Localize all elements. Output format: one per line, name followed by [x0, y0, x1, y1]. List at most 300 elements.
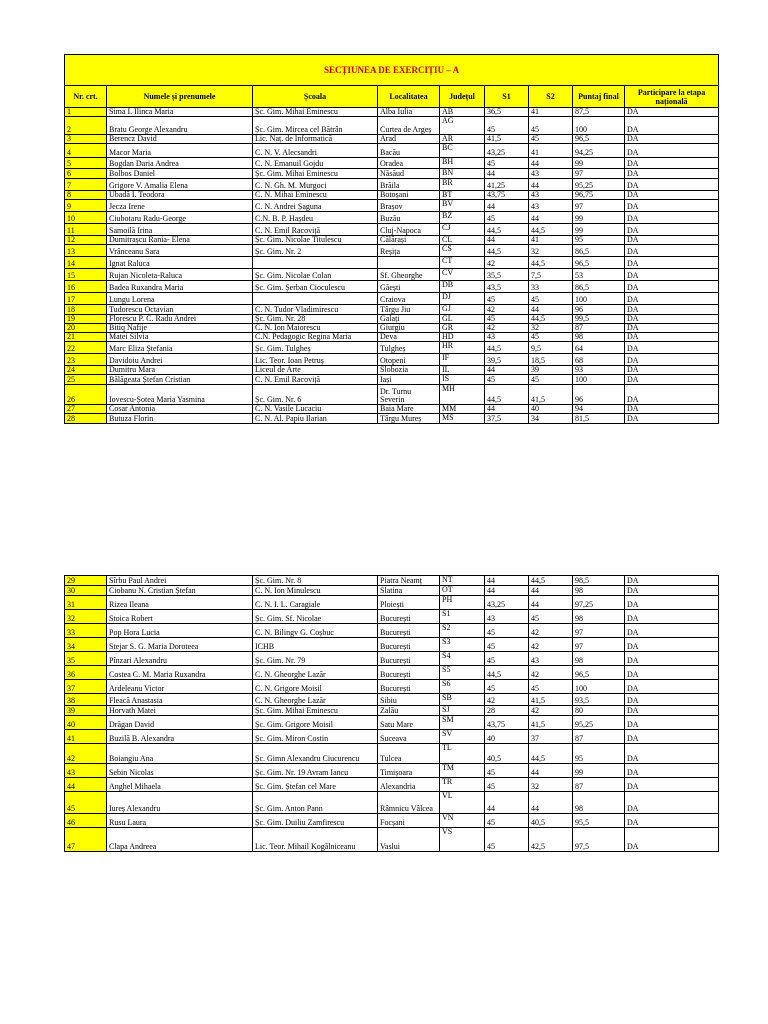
cell-participation: DA: [625, 596, 719, 610]
cell-s2: 45: [529, 135, 573, 144]
cell-county: VS: [440, 828, 485, 852]
cell-nr: 18: [65, 305, 107, 315]
cell-nr: 8: [65, 191, 107, 200]
cell-final-score: 98,5: [573, 576, 625, 586]
cell-school: Șc. Gim. Nr. 6: [253, 385, 378, 405]
cell-locality: București: [378, 624, 440, 638]
cell-participation: DA: [625, 315, 719, 324]
table-row: [65, 828, 719, 852]
cell-final-score: 95,5: [573, 814, 625, 828]
cell-school: Lic. Naț. de Informatică: [253, 135, 378, 144]
cell-locality: Sf. Gheorghe: [378, 269, 440, 281]
table-row: [65, 245, 719, 257]
cell-final-score: 99: [573, 158, 625, 169]
cell-name: Fleacă Anastasia: [107, 694, 253, 706]
cell-name: Ciobanu N. Cristian Ștefan: [107, 586, 253, 596]
cell-locality: Curtea de Argeș: [378, 117, 440, 135]
cell-county: MS: [440, 414, 485, 424]
cell-county: BV: [440, 200, 485, 212]
cell-locality: București: [378, 610, 440, 624]
table-row: [65, 269, 719, 281]
cell-final-score: 53: [573, 269, 625, 281]
cell-school: Șc. Gim. Mihai Eminescu: [253, 169, 378, 179]
cell-s2: 42: [529, 624, 573, 638]
cell-county: GJ: [440, 305, 485, 315]
cell-school: Șc. Gimn Alexandru Ciucurencu: [253, 744, 378, 764]
cell-s2: 45: [529, 117, 573, 135]
cell-participation: DA: [625, 305, 719, 315]
cell-nr: 27: [65, 405, 107, 414]
cell-participation: DA: [625, 179, 719, 191]
cell-participation: DA: [625, 224, 719, 236]
cell-s2: 43: [529, 169, 573, 179]
cell-name: Sima I. Ilinca Maria: [107, 108, 253, 117]
header-s2: S2: [529, 86, 573, 108]
cell-school: Șc. Gim. Duiliu Zamfirescu: [253, 814, 378, 828]
cell-s2: 44,5: [529, 315, 573, 324]
cell-county: SB: [440, 694, 485, 706]
cell-s2: 42: [529, 666, 573, 680]
cell-nr: 1: [65, 108, 107, 117]
cell-participation: DA: [625, 257, 719, 269]
cell-participation: DA: [625, 792, 719, 814]
cell-final-score: 100: [573, 680, 625, 694]
cell-county: TM: [440, 764, 485, 778]
cell-final-score: 95,25: [573, 716, 625, 730]
cell-s1: 44: [485, 405, 529, 414]
cell-s1: 45: [485, 212, 529, 224]
table-row: [65, 191, 719, 200]
cell-final-score: 98: [573, 652, 625, 666]
cell-final-score: 97: [573, 638, 625, 652]
cell-school: Șc. Gim. Nr. 79: [253, 652, 378, 666]
cell-s2: 44: [529, 792, 573, 814]
cell-nr: 7: [65, 179, 107, 191]
cell-nr: 34: [65, 638, 107, 652]
cell-final-score: 98: [573, 610, 625, 624]
cell-school: Șc. Gim. Nicolae Titulescu: [253, 236, 378, 245]
cell-name: Boiangiu Ana: [107, 744, 253, 764]
cell-participation: DA: [625, 610, 719, 624]
cell-s1: 44,5: [485, 666, 529, 680]
cell-nr: 38: [65, 694, 107, 706]
table-title: SECȚIUNEA DE EXERCIȚIU – A: [65, 55, 719, 86]
cell-participation: DA: [625, 245, 719, 257]
results-table-part-2: [64, 575, 719, 852]
cell-nr: 28: [65, 414, 107, 424]
cell-name: Butuza Florin: [107, 414, 253, 424]
cell-final-score: 99: [573, 212, 625, 224]
header-name: Numele și prenumele: [107, 86, 253, 108]
cell-nr: 16: [65, 281, 107, 293]
cell-nr: 11: [65, 224, 107, 236]
cell-final-score: 87: [573, 730, 625, 744]
table-row: [65, 169, 719, 179]
cell-locality: Târgu Jiu: [378, 305, 440, 315]
cell-final-score: 95,25: [573, 179, 625, 191]
cell-nr: 3: [65, 135, 107, 144]
cell-school: Șc. Gim. Mircea cel Bătrân: [253, 117, 378, 135]
cell-s2: 34: [529, 414, 573, 424]
cell-school: C. N. Emil Racoviță: [253, 224, 378, 236]
cell-locality: Satu Mare: [378, 716, 440, 730]
cell-county: DJ: [440, 293, 485, 305]
table-row: [65, 144, 719, 158]
cell-locality: Craiova: [378, 293, 440, 305]
cell-nr: 22: [65, 342, 107, 354]
cell-county: CT: [440, 257, 485, 269]
cell-s2: 43: [529, 652, 573, 666]
cell-s2: 44: [529, 179, 573, 191]
cell-locality: Sibiu: [378, 694, 440, 706]
table-row: [65, 342, 719, 354]
cell-nr: 13: [65, 245, 107, 257]
cell-school: Șc. Gim. Sf. Nicolae: [253, 610, 378, 624]
cell-county: IS: [440, 375, 485, 385]
cell-locality: Slatina: [378, 586, 440, 596]
cell-locality: Brăila: [378, 179, 440, 191]
cell-school: C. N. Mihai Eminescu: [253, 191, 378, 200]
cell-county: PH: [440, 596, 485, 610]
cell-s1: 45: [485, 315, 529, 324]
cell-name: Horvath Matei: [107, 706, 253, 716]
cell-name: Lungu Lorena: [107, 293, 253, 305]
cell-s1: 45: [485, 638, 529, 652]
cell-nr: 42: [65, 744, 107, 764]
cell-s2: 39: [529, 366, 573, 375]
cell-name: Bogdan Daria Andrea: [107, 158, 253, 169]
cell-s1: 43,75: [485, 191, 529, 200]
cell-s1: 45: [485, 293, 529, 305]
cell-locality: Suceava: [378, 730, 440, 744]
cell-school: Șc. Gim. Grigore Moisil: [253, 716, 378, 730]
cell-county: SJ: [440, 706, 485, 716]
cell-name: Costea C. M. Maria Ruxandra: [107, 666, 253, 680]
cell-s1: 45: [485, 680, 529, 694]
cell-final-score: 94,25: [573, 144, 625, 158]
cell-school: C. N. Gheorghe Lazăr: [253, 666, 378, 680]
cell-locality: Dr. Turnu Severin: [378, 385, 440, 405]
cell-final-score: 68: [573, 354, 625, 366]
cell-name: Jecza Irene: [107, 200, 253, 212]
cell-nr: 4: [65, 144, 107, 158]
cell-s2: 42: [529, 706, 573, 716]
cell-final-score: 87: [573, 324, 625, 333]
cell-s1: 43,5: [485, 281, 529, 293]
cell-locality: Bacău: [378, 144, 440, 158]
cell-s2: 37: [529, 730, 573, 744]
cell-participation: DA: [625, 342, 719, 354]
cell-county: VL: [440, 792, 485, 814]
cell-locality: Găești: [378, 281, 440, 293]
cell-school: [253, 257, 378, 269]
cell-s1: 40,5: [485, 744, 529, 764]
cell-county: HD: [440, 333, 485, 342]
cell-final-score: 96,5: [573, 257, 625, 269]
cell-county: IF: [440, 354, 485, 366]
cell-participation: DA: [625, 158, 719, 169]
cell-participation: DA: [625, 333, 719, 342]
cell-name: Cosar Antonia: [107, 405, 253, 414]
cell-name: Macor Maria: [107, 144, 253, 158]
cell-name: Florescu P. C. Radu Andrei: [107, 315, 253, 324]
cell-s2: 44,5: [529, 744, 573, 764]
cell-final-score: 80: [573, 706, 625, 716]
table-row: [65, 792, 719, 814]
cell-s1: 28: [485, 706, 529, 716]
cell-s1: 45: [485, 778, 529, 792]
cell-participation: DA: [625, 169, 719, 179]
cell-participation: DA: [625, 212, 719, 224]
cell-s1: 45: [485, 624, 529, 638]
cell-nr: 39: [65, 706, 107, 716]
cell-county: CV: [440, 269, 485, 281]
cell-name: Tudorescu Octavian: [107, 305, 253, 315]
cell-school: C. N. Andrei Șaguna: [253, 200, 378, 212]
cell-participation: DA: [625, 354, 719, 366]
cell-locality: Galați: [378, 315, 440, 324]
cell-s2: 45: [529, 333, 573, 342]
cell-s1: 45: [485, 652, 529, 666]
cell-locality: Năsăud: [378, 169, 440, 179]
cell-county: VN: [440, 814, 485, 828]
cell-participation: DA: [625, 666, 719, 680]
cell-nr: 46: [65, 814, 107, 828]
cell-school: Șc. Gim. Tulgheș: [253, 342, 378, 354]
cell-school: C. N. Bilingv G. Coșbuc: [253, 624, 378, 638]
cell-nr: 23: [65, 354, 107, 366]
cell-participation: DA: [625, 638, 719, 652]
cell-locality: Brașov: [378, 200, 440, 212]
cell-name: Iovescu-Șotea Maria Yasmina: [107, 385, 253, 405]
cell-s2: 44,5: [529, 224, 573, 236]
cell-participation: DA: [625, 764, 719, 778]
cell-locality: Baia Mare: [378, 405, 440, 414]
cell-locality: București: [378, 680, 440, 694]
cell-county: CL: [440, 236, 485, 245]
cell-nr: 25: [65, 375, 107, 385]
cell-s2: 43: [529, 191, 573, 200]
cell-school: C. N. Gh. M. Murgoci: [253, 179, 378, 191]
cell-s2: 44: [529, 305, 573, 315]
cell-final-score: 96,5: [573, 135, 625, 144]
header-row: [65, 86, 719, 108]
cell-s1: 44,5: [485, 342, 529, 354]
cell-county: AG: [440, 117, 485, 135]
cell-locality: București: [378, 652, 440, 666]
table-row: [65, 744, 719, 764]
cell-county: S3: [440, 638, 485, 652]
cell-school: ICHB: [253, 638, 378, 652]
cell-s1: 43: [485, 333, 529, 342]
cell-locality: Târgu Mureș: [378, 414, 440, 424]
cell-locality: București: [378, 666, 440, 680]
cell-name: Vrânceanu Sara: [107, 245, 253, 257]
cell-name: Rusu Laura: [107, 814, 253, 828]
cell-s2: 9,5: [529, 342, 573, 354]
cell-school: Șc. Gim. Mihai Eminescu: [253, 706, 378, 716]
cell-name: Berencz David: [107, 135, 253, 144]
cell-name: Ciubotaru Radu-George: [107, 212, 253, 224]
cell-participation: DA: [625, 293, 719, 305]
cell-nr: 26: [65, 385, 107, 405]
cell-nr: 45: [65, 792, 107, 814]
cell-locality: Focșani: [378, 814, 440, 828]
cell-locality: Călărași: [378, 236, 440, 245]
cell-nr: 10: [65, 212, 107, 224]
cell-locality: Vaslui: [378, 828, 440, 852]
cell-s1: 44: [485, 792, 529, 814]
cell-school: Lic. Teor. Ioan Petruș: [253, 354, 378, 366]
cell-final-score: 96,5: [573, 666, 625, 680]
cell-nr: 20: [65, 324, 107, 333]
cell-county: SV: [440, 730, 485, 744]
cell-s1: 43,25: [485, 144, 529, 158]
cell-school: Șc. Gim. Anton Pann: [253, 792, 378, 814]
cell-county: NT: [440, 576, 485, 586]
table-row: [65, 586, 719, 596]
cell-school: Lic. Teor. Mihail Kogălniceanu: [253, 828, 378, 852]
cell-locality: [378, 257, 440, 269]
cell-county: GR: [440, 324, 485, 333]
table-row: [65, 624, 719, 638]
cell-s1: 43,25: [485, 596, 529, 610]
cell-nr: 2: [65, 117, 107, 135]
cell-participation: DA: [625, 814, 719, 828]
cell-s2: 45: [529, 293, 573, 305]
cell-participation: DA: [625, 144, 719, 158]
cell-name: Bolbos Daniel: [107, 169, 253, 179]
cell-county: IL: [440, 366, 485, 375]
table-row: [65, 324, 719, 333]
cell-s1: 44,5: [485, 245, 529, 257]
cell-participation: DA: [625, 236, 719, 245]
cell-participation: DA: [625, 828, 719, 852]
cell-locality: Râmnicu Vâlcea: [378, 792, 440, 814]
cell-name: Pînzari Alexandru: [107, 652, 253, 666]
header-nr: Nr. crt.: [65, 86, 107, 108]
cell-school: Liceul de Arte: [253, 366, 378, 375]
cell-s2: 44: [529, 158, 573, 169]
cell-county: BZ: [440, 212, 485, 224]
cell-s1: 42: [485, 305, 529, 315]
cell-locality: Arad: [378, 135, 440, 144]
cell-locality: Giurgiu: [378, 324, 440, 333]
cell-s1: 44: [485, 366, 529, 375]
table-row: [65, 315, 719, 324]
cell-name: Pop Hora Lucia: [107, 624, 253, 638]
cell-name: Sebin Nicolas: [107, 764, 253, 778]
cell-s1: 43: [485, 610, 529, 624]
header-school: Școala: [253, 86, 378, 108]
cell-final-score: 99: [573, 764, 625, 778]
cell-county: TL: [440, 744, 485, 764]
cell-participation: DA: [625, 108, 719, 117]
cell-s2: 44: [529, 586, 573, 596]
cell-final-score: 86,5: [573, 245, 625, 257]
cell-s2: 44: [529, 596, 573, 610]
cell-final-score: 93,5: [573, 694, 625, 706]
cell-final-score: 100: [573, 117, 625, 135]
cell-s1: 44: [485, 576, 529, 586]
cell-locality: Otopeni: [378, 354, 440, 366]
cell-school: C. N. V. Alecsandri: [253, 144, 378, 158]
cell-locality: Alba Iulia: [378, 108, 440, 117]
cell-locality: Botoșani: [378, 191, 440, 200]
cell-nr: 9: [65, 200, 107, 212]
cell-school: C. N. Ion Minulescu: [253, 586, 378, 596]
cell-nr: 40: [65, 716, 107, 730]
cell-final-score: 64: [573, 342, 625, 354]
cell-s2: 45: [529, 610, 573, 624]
cell-s2: 42: [529, 638, 573, 652]
cell-s2: 18,5: [529, 354, 573, 366]
cell-participation: DA: [625, 744, 719, 764]
cell-s2: 33: [529, 281, 573, 293]
cell-county: MH: [440, 385, 485, 405]
results-table-part-1: [64, 54, 719, 424]
cell-county: AB: [440, 108, 485, 117]
cell-school: Șc. Gim. Nr. 19 Avram Iancu: [253, 764, 378, 778]
cell-final-score: 87: [573, 778, 625, 792]
table-row: [65, 414, 719, 424]
cell-s1: 39,5: [485, 354, 529, 366]
cell-final-score: 93: [573, 366, 625, 375]
cell-participation: DA: [625, 716, 719, 730]
cell-county: BT: [440, 191, 485, 200]
cell-participation: DA: [625, 281, 719, 293]
cell-s1: 45: [485, 764, 529, 778]
table-row: [65, 652, 719, 666]
cell-nr: 14: [65, 257, 107, 269]
cell-locality: Cluj-Napoca: [378, 224, 440, 236]
cell-locality: Reșița: [378, 245, 440, 257]
table-row: [65, 814, 719, 828]
table-row: [65, 305, 719, 315]
cell-name: Iureș Alexandru: [107, 792, 253, 814]
table-row: [65, 354, 719, 366]
table-row: [65, 366, 719, 375]
cell-county: BN: [440, 169, 485, 179]
cell-final-score: 86,5: [573, 281, 625, 293]
cell-participation: DA: [625, 269, 719, 281]
cell-nr: 37: [65, 680, 107, 694]
cell-county: S6: [440, 680, 485, 694]
cell-locality: Ploiești: [378, 596, 440, 610]
header-locality: Localitatea: [378, 86, 440, 108]
cell-s2: 44,5: [529, 257, 573, 269]
cell-county: MM: [440, 405, 485, 414]
cell-county: CJ: [440, 224, 485, 236]
cell-s1: 36,5: [485, 108, 529, 117]
cell-name: Sîrbu Paul Andrei: [107, 576, 253, 586]
cell-county: CS: [440, 245, 485, 257]
cell-s2: 42,5: [529, 828, 573, 852]
cell-final-score: 100: [573, 375, 625, 385]
cell-s2: 41: [529, 144, 573, 158]
cell-nr: 36: [65, 666, 107, 680]
cell-school: C. N. Grigore Moisil: [253, 680, 378, 694]
cell-county: SM: [440, 716, 485, 730]
table-row: [65, 716, 719, 730]
cell-final-score: 97: [573, 200, 625, 212]
cell-s2: 43: [529, 200, 573, 212]
cell-school: Șc. Gim. Mihai Eminescu: [253, 108, 378, 117]
cell-nr: 41: [65, 730, 107, 744]
header-final-score: Puntaj final: [573, 86, 625, 108]
cell-s1: 44: [485, 200, 529, 212]
cell-school: [253, 293, 378, 305]
